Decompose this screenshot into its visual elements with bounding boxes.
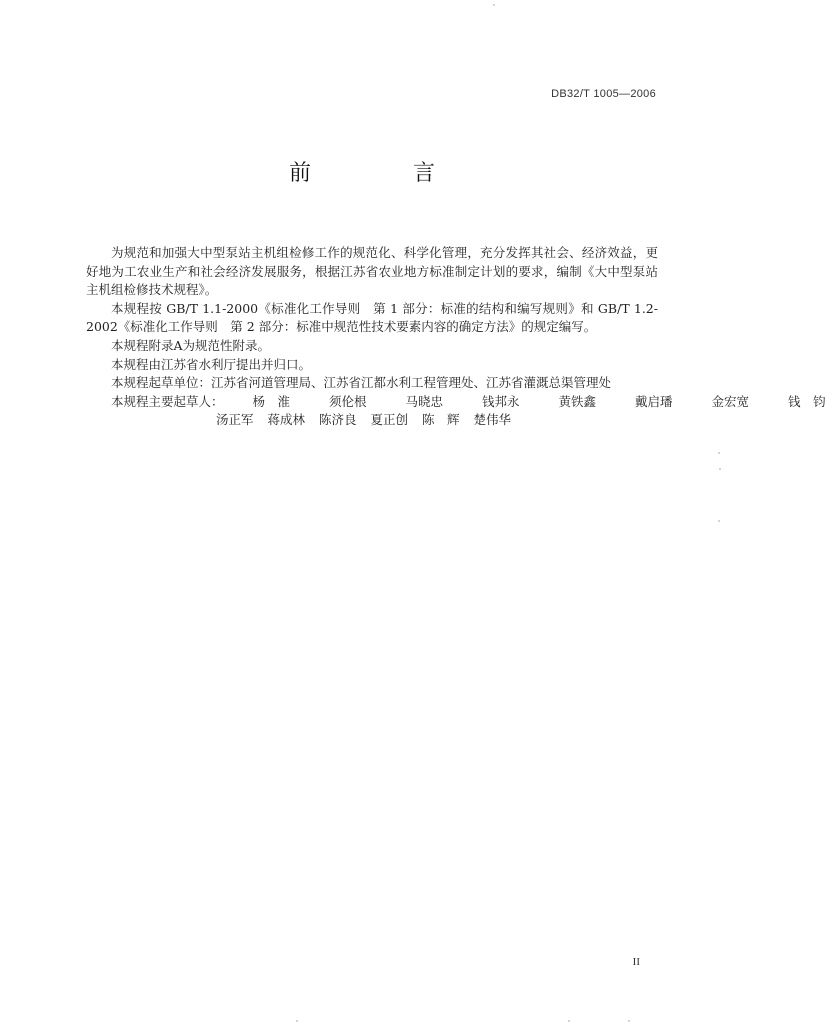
scan-speck xyxy=(568,1020,570,1022)
drafter-name: 钱 钧 xyxy=(788,393,826,409)
drafter-name: 钱邦永 xyxy=(482,393,520,409)
standard-code: DB32/T 1005—2006 xyxy=(551,88,656,100)
drafter-name: 夏正创 xyxy=(370,412,409,428)
drafter-name: 楚伟华 xyxy=(473,412,512,428)
drafter-name: 陈 辉 xyxy=(422,412,460,428)
drafters-line xyxy=(86,393,826,412)
drafter-name: 戴启璠 xyxy=(635,393,673,409)
foreword-body xyxy=(86,244,826,430)
drafter-name: 汤正军 xyxy=(216,412,254,428)
scan-speck xyxy=(719,468,721,470)
drafters-names-row1 xyxy=(228,394,836,409)
paragraph-appendix: 本规程附录A为规范性附录。 xyxy=(111,337,271,353)
scan-speck xyxy=(628,1020,630,1022)
drafter-name: 金宏宽 xyxy=(711,393,750,409)
paragraph-proposer: 本规程由江苏省水利厅提出并归口。 xyxy=(111,356,312,372)
drafter-name: 黄铁鑫 xyxy=(558,393,597,409)
paragraph-purpose: 为规范和加强大中型泵站主机组检修工作的规范化、科学化管理，充分发挥其社会、经济效益，更好地为工农业生产和社会经济发展服务，根据江苏省农业地方标准制定计划的要求，编制《大中型泵站主机组检修技术规程》。 xyxy=(86,245,658,298)
scan-speck xyxy=(296,1020,298,1022)
scan-speck xyxy=(493,4,495,6)
drafter-name: 马晓忠 xyxy=(405,393,444,409)
page-number: II xyxy=(632,956,640,968)
paragraph-drafting-units: 本规程起草单位：江苏省河道管理局、江苏省江都水利工程管理处、江苏省灌溉总渠管理处 xyxy=(111,375,612,391)
drafter-name: 蒋成林 xyxy=(267,412,306,428)
drafter-name: 陈济良 xyxy=(319,412,357,428)
paragraph-drafting-rules: 本规程按 GB/T 1.1-2000《标准化工作导则 第 1 部分：标准的结构和编写规则》和 GB/T 1.2-2002《标准化工作导则 第 2 部分：标准中规范性技术要素内容的确定方法》的规定编写。 xyxy=(86,300,658,335)
drafters-names-row2 xyxy=(86,411,658,430)
scan-speck xyxy=(718,452,720,454)
scan-speck xyxy=(718,520,720,522)
page-title: 前 言 xyxy=(288,161,475,186)
drafters-label: 本规程主要起草人： xyxy=(111,393,224,409)
drafter-name: 须伦根 xyxy=(329,393,367,409)
drafter-name: 杨 淮 xyxy=(252,393,291,409)
